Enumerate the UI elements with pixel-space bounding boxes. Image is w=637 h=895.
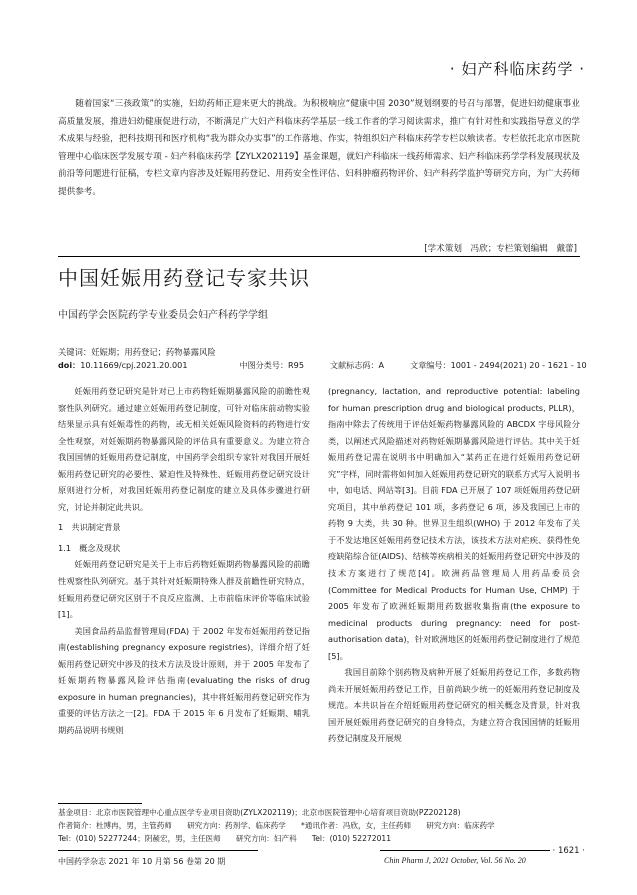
right-column xyxy=(328,383,580,747)
journal-issue-cn: 中国药学杂志 2021 年 10 月第 56 卷第 20 期 xyxy=(58,857,226,866)
body-paragraph: (pregnancy, lactation, and reproductive potential: labeling for human prescription drug and biological products, PLLR)，指南中除去了传统用于评估妊娠药物暴露风险的 ABCDX 字母风险分类，以阐述式风险描述对药物妊娠期暴露风险进行评估。其中关于妊娠用药登记需在说明书中明确加入“某药正在进行妊娠用药登记研究”字样，同时需将如何加入妊娠用药登记研究的联系方式写入说明书中，如电话、网站等[3]。目前 FDA 已开展了 107 项妊娠用药登记研究项目，其中单药登记 101 项，多药登记 6 项，涉及我国已上市的药物 9 大类，共 30 种。世界卫生组织(WHO) 于 2012 年发布了关于不发达地区妊娠用药登记技术方法，该技术方法对疟疾、获得性免疫缺陷综合征(AIDS)、结核等疾病相关的妊娠用药登记研究中涉及的技术方案进行了规范[4]。欧洲药品管理局人用药品委员会(Committee for Medical Products for Human Use, CHMP) 于 2005 年发布了欧洲妊娠期用药数据收集指南(the exposure to medicinal products during pregnancy: need for post-authorisation data)，针对欧洲地区的妊娠用药登记制度进行了规范[5]。 xyxy=(328,386,580,661)
article-title: 中国妊娠用药登记专家共识 xyxy=(58,266,310,290)
column-intro: 随着国家“三孩政策”的实施，妇幼药师正迎来更大的挑战。为积极响应“健康中国 2030”规划纲要的号召与部署，促进妇幼健康事业高质量发展，推进妇幼健康促进行动，不断满足广大妇产科临床药学基层一线工作者的学习阅读需求，推广有针对性和实践指导意义的学术成果与经验，把科技期刊和医疗机构“我为群众办实事”的工作落地、作实，特组织妇产科临床药学专栏以飨读者。专栏依托北京市医院管理中心临床医学发展专项 - 妇产科临床药学【ZYLX202119】基金课题，就妇产科临床一线药师需求、妇产科临床药学学科发展现状及前沿等问题进行征稿，专栏文章内容涉及妊娠用药登记、用药安全性评估、妇科肿瘤药物评价、妇产科药学监护等研究方向，为广大药师提供参考。 xyxy=(58,99,580,197)
doi-value: 10.11669/cpj.2021.20.001 xyxy=(80,360,188,370)
left-column xyxy=(58,383,310,738)
section-heading-1-1: 1.1 概念及现状 xyxy=(58,542,121,553)
journal-issue-en: Chin Pharm J, 2021 October, Vol. 56 No. 20 xyxy=(384,856,526,865)
body-paragraph: 妊娠用药登记研究是关于上市后药物妊娠期药物暴露风险的前瞻性观察性队列研究。基于其针对妊娠期特殊人群及前瞻性研究特点，妊娠用药登记研究区别于不良反应监测、上市前临床评价等临床试验[1]。 xyxy=(58,559,310,620)
article-number: 文章编号：1001 - 2494(2021) 20 - 1621 - 10 xyxy=(410,360,587,370)
footer-divider-left xyxy=(58,850,258,851)
keywords xyxy=(58,346,216,358)
keywords-label: 关键词： xyxy=(58,347,92,357)
doc-code: 文献标志码：A xyxy=(329,360,385,370)
author-info: 作者简介：杜博冉，男，主管药师 研究方向：药剂学、临床药学 *通讯作者：冯欣，女，主任药师 研究方向：临床药学 xyxy=(58,821,495,830)
doi-label: doi： xyxy=(58,360,81,370)
clc-number: 中图分类号：R95 xyxy=(239,360,304,370)
author-tel: Tel：(010) 52277244；阴赪宏，男，主任医师 研究方向：妇产科 Tel：(010) 52272011 xyxy=(58,834,392,843)
footer-divider-right xyxy=(380,850,550,851)
article-authors: 中国药学会医院药学专业委员会妇产科药学学组 xyxy=(58,310,268,321)
body-paragraph: 我国目前除个别药物及病种开展了妊娠用药登记工作，多数药物尚未开展妊娠用药登记工作，目前尚缺少统一的妊娠用药登记制度及规范。本共识旨在介绍妊娠用药登记研究的相关概念及背景，针对我国开展妊娠用药登记研究的自身特点，为建立符合我国国情的妊娠用药登记制度及开展规 xyxy=(328,667,580,744)
page-number: · 1621 · xyxy=(552,846,585,856)
article-meta xyxy=(58,360,587,371)
section-heading-1: 1 共识制定背景 xyxy=(58,522,121,533)
keywords-text: 妊娠期；用药登记；药物暴露风险 xyxy=(91,347,216,357)
intro-credit: [学术策划 冯欣；专栏策划编辑 戴蕾] xyxy=(424,244,577,254)
body-paragraph: 美国食品药品监督管理局(FDA) 于 2002 年发布妊娠用药登记指南(establishing pregnancy exposure registries)，详细介绍了妊娠用药登记研究中涉及的技术方法及设计原则，并于 2005 年发布了妊娠期药物暴露风险评估指南(evaluating the risks of drug exposure in human pregnancies)，其中将妊娠用药登记研究作为重要的评估方法之一[2]。FDA 于 2015 年 6 月发布了妊娠期、哺乳期药品说明书规则 xyxy=(58,625,310,735)
abstract-paragraph: 妊娠用药登记研究是针对已上市药物妊娠期暴露风险的前瞻性观察性队列研究。通过建立妊娠用药登记制度，可针对临床前动物实验结果显示具有妊娠毒性的药物，或无相关妊娠风险资料的药物进行安全性观察，对妊娠期药物暴露风险的评估具有重要意义。为建立符合我国国情的妊娠用药登记制度，中国药学会组织专家针对我国开展妊娠用药登记研究的必要性、紧迫性及特殊性、妊娠用药登记研究设计原则进行分析，对我国妊娠用药登记制度的建立及具体步骤进行研究，讨论并制定此共识。 xyxy=(58,386,310,512)
doi[interactable] xyxy=(58,360,213,371)
footnote-divider xyxy=(58,803,142,804)
fund-note: 基金项目：北京市医院管理中心重点医学专业项目资助(ZYLX202119)；北京市医院管理中心培育项目资助(PZ202128) xyxy=(58,808,461,817)
divider xyxy=(58,256,580,257)
section-label: · 妇产科临床药学 · xyxy=(449,60,585,78)
